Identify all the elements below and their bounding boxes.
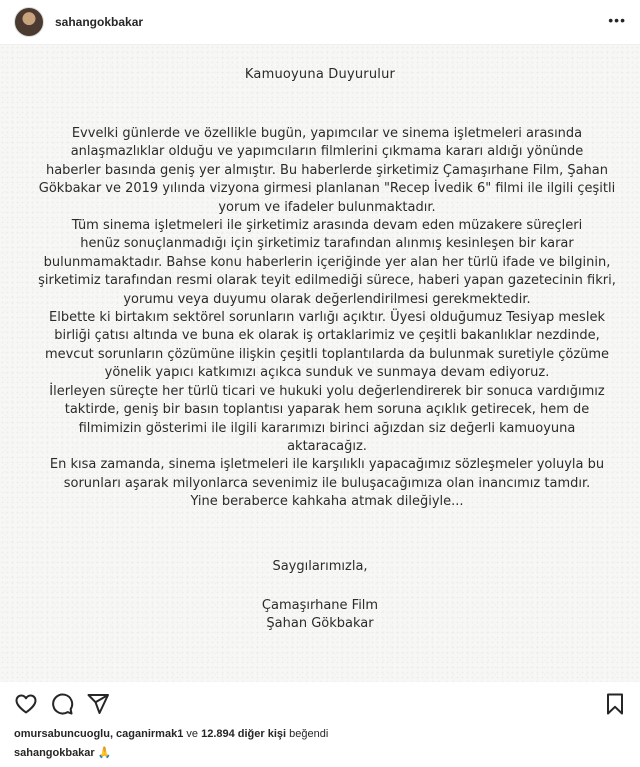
bookmark-icon[interactable] <box>604 692 626 721</box>
statement-line: taktirde, geniş bir basın toplantısı yaparak hem soruna açıklık getirecek, hem de <box>64 402 590 418</box>
caption-text: 🙏 <box>97 747 112 759</box>
statement-line: İlerleyen süreçte her türlü ticari ve hukuki yolu değerlendirerek bir sonuca vardığımız <box>49 383 605 399</box>
statement-line: yorumu veya duyumu olarak değerlendirilmesi gerekmektedir. <box>123 291 531 307</box>
likes-connector: ve <box>186 728 199 740</box>
statement-title: Kamuoyuna Duyurulur <box>244 67 396 82</box>
statement-line: Gökbakar ve 2019 yılında vizyona girmesi planlanan "Recep İvedik 6" filmi ile ilgili çeşitli <box>38 181 616 197</box>
statement-closing: Saygılarımızla, <box>272 559 368 574</box>
likes-count[interactable]: 12.894 diğer kişi <box>201 728 287 740</box>
caption-username[interactable]: sahangokbakar <box>14 747 95 759</box>
statement-line: filmimizin gösterimi ile ilgili kararımızı birinci ağızdan siz değerli kamuoyuna <box>78 420 576 436</box>
statement-line: şirketimiz tarafından resmi olarak teyit edilmediği sürece, haberi yapan gazetecinin fikri, <box>38 273 616 289</box>
avatar[interactable] <box>14 7 44 37</box>
heart-icon[interactable] <box>14 692 38 721</box>
statement-line: aktaracağız. <box>287 438 367 454</box>
statement-line: haberler basında geniş yer almıştır. Bu haberlerde şirketimiz Çamaşırhane Film, Şahan <box>45 162 609 178</box>
statement-line: Evvelki günlerde ve özellikle bugün, yapımcılar ve sinema işletmeleri arasında <box>71 126 583 141</box>
header-username[interactable]: sahangokbakar <box>55 15 144 29</box>
statement-line: birliği çatısı altında ve buna ek olarak iş ortaklarimiz ve çeşitli bakanlıklar nezdinde, <box>54 328 600 344</box>
statement-line: Yine beraberce kahkaha atmak dileğiyle... <box>190 494 464 510</box>
statement-line: yorum ve ifadeler bulunmaktadır. <box>218 199 436 215</box>
post-header <box>0 0 640 45</box>
statement-line: Elbette ki birtakım sektörel sorunların varlığı açıktır. Üyesi olduğumuz Tesiyap meslek <box>49 310 605 326</box>
statement-body <box>38 125 616 512</box>
statement-line: yönelik yapıcı katkımızı açıkca sunduk ve sunmaya devam ediyoruz. <box>104 365 550 381</box>
statement-company: Çamaşırhane Film <box>261 598 379 613</box>
action-bar <box>0 682 640 726</box>
share-icon[interactable] <box>86 692 110 721</box>
statement-line: bulunmamaktadır. Bahse konu haberlerin içeriğinde yer alan her türlü ifade ve bilginin, <box>43 254 611 270</box>
post-image[interactable] <box>0 45 640 682</box>
likes-summary <box>14 728 328 740</box>
caption <box>14 746 111 759</box>
statement-line: anlaşmazlıklar olduğu ve yapımcıların filmlerini çıkmama kararı aldığı yönünde <box>70 144 584 160</box>
statement-line: En kısa zamanda, sinema işletmeleri ile karşılıklı yapacağımız sözleşmeler yoluyla bu <box>49 457 605 473</box>
likes-suffix: beğendi <box>289 728 329 740</box>
statement-line: sorunları aşarak milyonlarca sevenimiz ile buluşacağımıza olan inancımız tamdır. <box>63 475 591 491</box>
statement-signatory: Şahan Gökbakar <box>266 616 374 631</box>
liked-by-users[interactable]: omursabuncuoglu, caganirmak1 <box>14 728 184 740</box>
statement-line: Tüm sinema işletmeleri ile şirketimiz arasında devam eden müzakere süreçleri <box>71 218 583 234</box>
comment-icon[interactable] <box>50 692 74 721</box>
statement-line: mevcut sorunların çözümüne ilişkin çeşitli toplantılarda da bulunmak suretiyle çözüme <box>44 346 610 362</box>
more-options-icon[interactable]: ••• <box>608 12 626 28</box>
statement-line: henüz sonuçlanmadığı için şirketimiz tarafından alınmış kesinleşen bir karar <box>80 236 574 252</box>
